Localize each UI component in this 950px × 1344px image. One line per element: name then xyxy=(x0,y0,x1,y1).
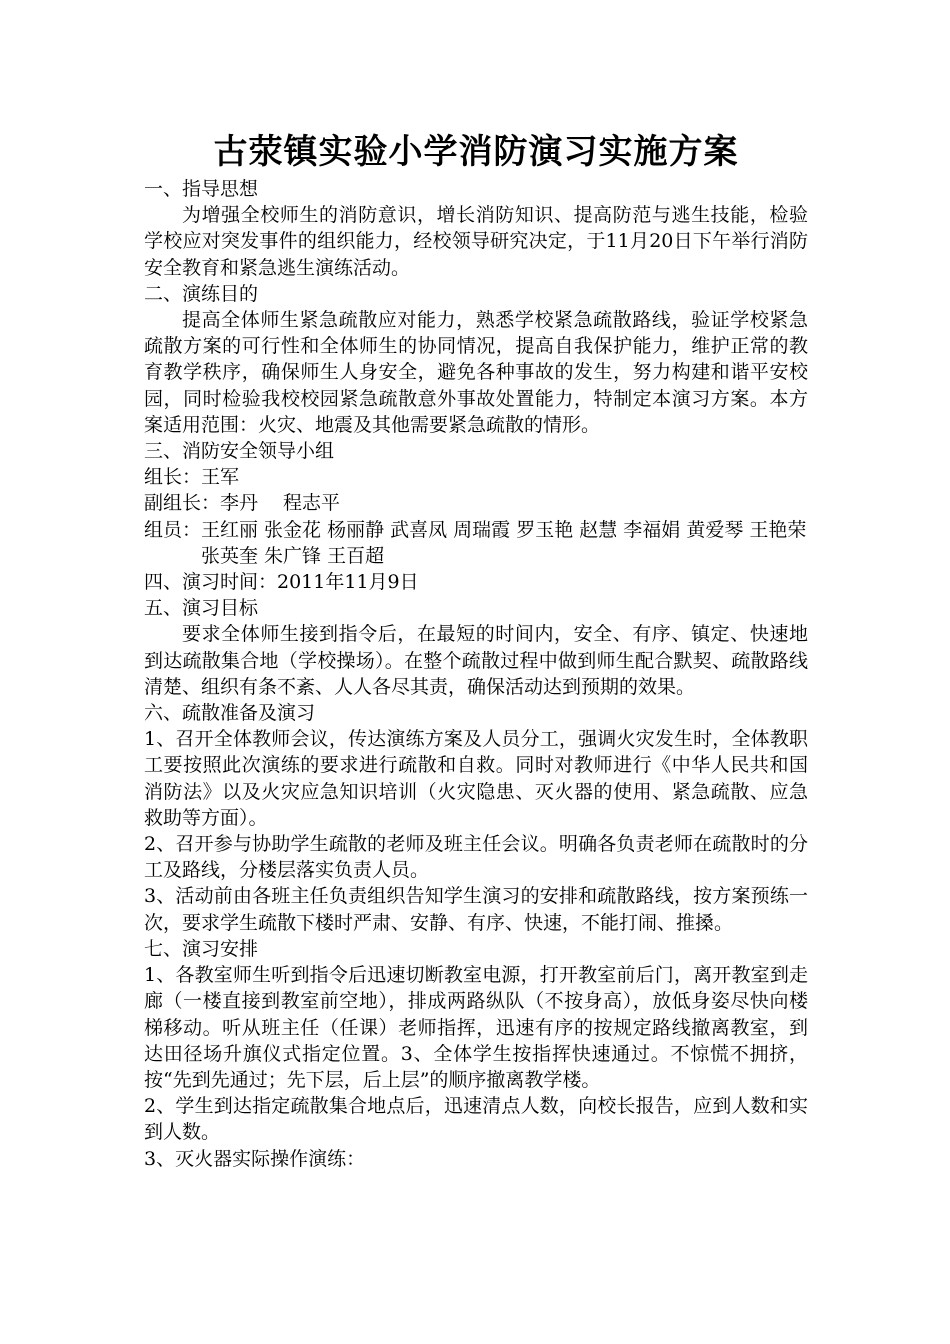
list-item: 1、各教室师生听到指令后迅速切断教室电源，打开教室前后门，离开教室到走廊（一楼直接到教室前空地），排成两路纵队（不按身高），放低身姿尽快向楼梯移动。听从班主任（任课）老师指挥，迅速有序的按规定路线撤离教室，到达田径场升旗仪式指定位置。3、全体学生按指挥快速通过。不惊慌不拥挤，按“先到先通过；先下层，后上层”的顺序撤离教学楼。 xyxy=(144,964,808,1091)
section-heading-drill-purpose: 二、演练目的 xyxy=(144,282,259,305)
section-heading-drill-time: 四、演习时间：2011年11月9日 xyxy=(144,571,419,594)
section-heading-drill-goals: 五、演习目标 xyxy=(144,597,259,620)
group-members-list: 王红丽 张金花 杨丽静 武喜凤 周瑞霞 罗玉艳 赵慧 李福娟 黄爱琴 王艳荣 张英奎 朱广锋 王百超 xyxy=(201,518,807,567)
section-heading-evacuation-preparation: 六、疏散准备及演习 xyxy=(144,702,316,725)
section-heading-drill-arrangement: 七、演习安排 xyxy=(144,937,259,960)
list-item: 2、召开参与协助学生疏散的老师及班主任会议。明确各负责老师在疏散时的分工及路线，分楼层落实负责人员。 xyxy=(144,833,808,882)
group-deputy-leaders: 副组长：李丹 程志平 xyxy=(144,492,341,515)
group-leader: 组长：王军 xyxy=(144,466,240,489)
document-page xyxy=(144,128,808,1172)
list-item: 2、学生到达指定疏散集合地点后，迅速清点人数，向校长报告，应到人数和实到人数。 xyxy=(144,1095,808,1144)
list-item: 3、灭火器实际操作演练： xyxy=(144,1147,366,1170)
group-members-label: 组员： xyxy=(144,518,202,541)
group-members xyxy=(144,517,808,569)
list-item: 3、活动前由各班主任负责组织告知学生演习的安排和疏散路线，按方案预练一次，要求学生疏散下楼时严肃、安静、有序、快速，不能打闹、推搡。 xyxy=(144,885,808,934)
section-body-drill-purpose: 提高全体师生紧急疏散应对能力，熟悉学校紧急疏散路线，验证学校紧急疏散方案的可行性和全体师生的协同情况，提高自我保护能力，维护正常的教育教学秩序，确保师生人身安全，避免各种事故的发生，努力构建和谐平安校园，同时检验我校校园紧急疏散意外事故处置能力，特制定本演习方案。本方案适用范围：火灾、地震及其他需要紧急疏散的情形。 xyxy=(144,309,808,436)
section-heading-leadership-group: 三、消防安全领导小组 xyxy=(144,440,335,463)
document-title: 古荥镇实验小学消防演习实施方案 xyxy=(213,132,739,172)
list-item: 1、召开全体教师会议，传达演练方案及人员分工，强调火灾发生时，全体教职工要按照此次演练的要求进行疏散和自救。同时对教师进行《中华人民共和国消防法》以及火灾应急知识培训（火灾隐患、灭火器的使用、紧急疏散、应急救助等方面）。 xyxy=(144,728,808,829)
section-body-drill-goals: 要求全体师生接到指令后，在最短的时间内，安全、有序、镇定、快速地到达疏散集合地（学校操场）。在整个疏散过程中做到师生配合默契、疏散路线清楚、组织有条不紊、人人各尽其责，确保活动达到预期的效果。 xyxy=(144,623,808,698)
section-heading-guiding-thought: 一、指导思想 xyxy=(144,178,259,200)
section-body-guiding-thought: 为增强全校师生的消防意识，增长消防知识、提高防范与逃生技能，检验学校应对突发事件的组织能力，经校领导研究决定，于11月20日下午举行消防安全教育和紧急逃生演练活动。 xyxy=(144,204,808,279)
